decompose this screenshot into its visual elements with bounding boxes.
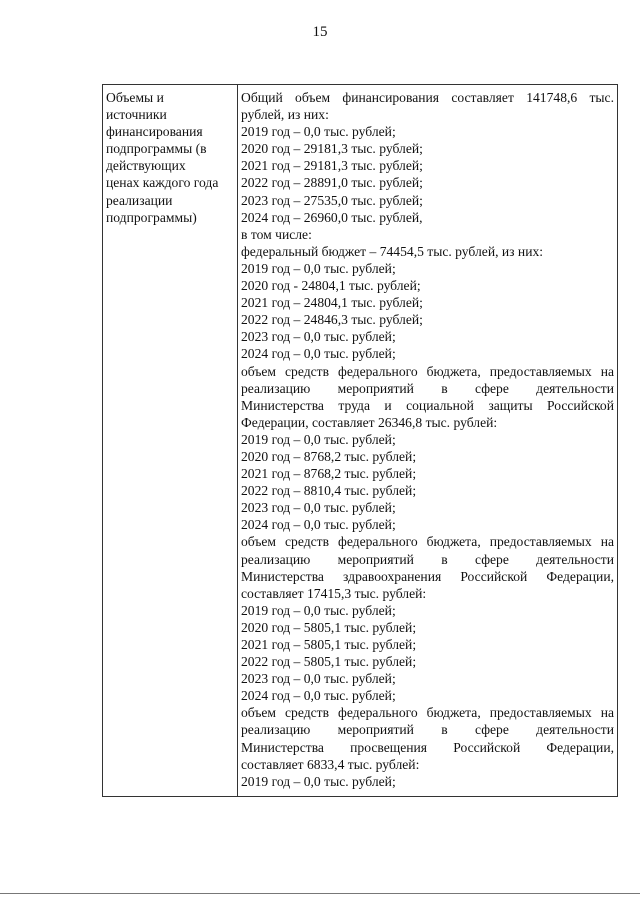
funding-text-line: рублей, из них:: [241, 107, 329, 123]
funding-text-line: 2024 год – 0,0 тыс. рублей;: [241, 517, 396, 533]
funding-text-line: 2021 год – 24804,1 тыс. рублей;: [241, 295, 423, 311]
funding-text-line: 2021 год – 29181,3 тыс. рублей;: [241, 158, 423, 174]
funding-text-line: 2019 год – 0,0 тыс. рублей;: [241, 602, 396, 618]
funding-text-line: составляет 17415,3 тыс. рублей:: [241, 585, 427, 601]
bottom-divider: [0, 893, 640, 894]
funding-text-line: 2023 год – 0,0 тыс. рублей;: [241, 671, 396, 687]
funding-text-line: 2020 год – 5805,1 тыс. рублей;: [241, 619, 417, 635]
funding-text-line: реализацию мероприятий в сфере деятельности: [241, 380, 614, 396]
subprogram-funding-table: [102, 84, 618, 797]
funding-text-line: 2023 год – 0,0 тыс. рублей;: [241, 500, 396, 516]
table-row: [103, 85, 618, 797]
funding-text-line: 2021 год – 5805,1 тыс. рублей;: [241, 637, 417, 652]
funding-text-line: 2020 год – 29181,3 тыс. рублей;: [241, 141, 423, 157]
funding-text-line: 2022 год – 24846,3 тыс. рублей;: [241, 312, 423, 328]
funding-section-label: Объемы и источники финансирования подпрограммы (в действующих ценах каждого года реализации подпрограммы): [106, 90, 219, 225]
funding-text-line: реализацию мероприятий в сфере деятельности: [241, 722, 614, 738]
funding-text-line: 2019 год – 0,0 тыс. рублей;: [241, 260, 396, 276]
left-label-cell: [103, 85, 238, 797]
funding-text-line: Федерации, составляет 26346,8 тыс. рублей:: [241, 414, 498, 430]
funding-text-line: составляет 6833,4 тыс. рублей:: [241, 756, 420, 772]
funding-text-line: 2023 год – 27535,0 тыс. рублей;: [241, 192, 423, 208]
funding-text-lines: [241, 89, 614, 790]
funding-text-line: 2019 год – 0,0 тыс. рублей;: [241, 773, 396, 789]
funding-text-line: 2019 год – 0,0 тыс. рублей;: [241, 124, 396, 140]
funding-text-line: Общий объем финансирования составляет 141748,6 тыс.: [241, 90, 614, 105]
funding-text-line: объем средств федерального бюджета, предоставляемых на: [241, 534, 614, 550]
funding-text-line: в том числе:: [241, 226, 312, 242]
funding-text-line: 2020 год - 24804,1 тыс. рублей;: [241, 278, 421, 294]
funding-text-line: Министерства здравоохранения Российской Федерации,: [241, 568, 614, 584]
funding-text-line: 2024 год – 0,0 тыс. рублей;: [241, 346, 396, 362]
funding-text-line: 2021 год – 8768,2 тыс. рублей;: [241, 466, 417, 482]
funding-text-line: реализацию мероприятий в сфере деятельности: [241, 551, 614, 567]
funding-text-line: объем средств федерального бюджета, предоставляемых на: [241, 705, 614, 721]
funding-text-line: 2024 год – 0,0 тыс. рублей;: [241, 688, 396, 704]
funding-text-line: 2020 год – 8768,2 тыс. рублей;: [241, 448, 417, 464]
funding-text-line: 2019 год – 0,0 тыс. рублей;: [241, 431, 396, 447]
funding-text-line: объем средств федерального бюджета, предоставляемых на: [241, 363, 614, 379]
funding-text-line: Министерства труда и социальной защиты Российской: [241, 397, 614, 413]
funding-text-line: федеральный бюджет – 74454,5 тыс. рублей, из них:: [241, 243, 544, 259]
funding-text-line: Министерства просвещения Российской Федерации,: [241, 739, 614, 755]
funding-text-line: 2022 год – 28891,0 тыс. рублей;: [241, 175, 423, 191]
funding-text-line: 2022 год – 5805,1 тыс. рублей;: [241, 654, 417, 670]
funding-text-line: 2022 год – 8810,4 тыс. рублей;: [241, 483, 417, 499]
funding-text-line: 2024 год – 26960,0 тыс. рублей,: [241, 209, 423, 225]
funding-text-line: 2023 год – 0,0 тыс. рублей;: [241, 329, 396, 345]
right-content-cell: [238, 85, 618, 797]
page-number: 15: [312, 24, 328, 40]
